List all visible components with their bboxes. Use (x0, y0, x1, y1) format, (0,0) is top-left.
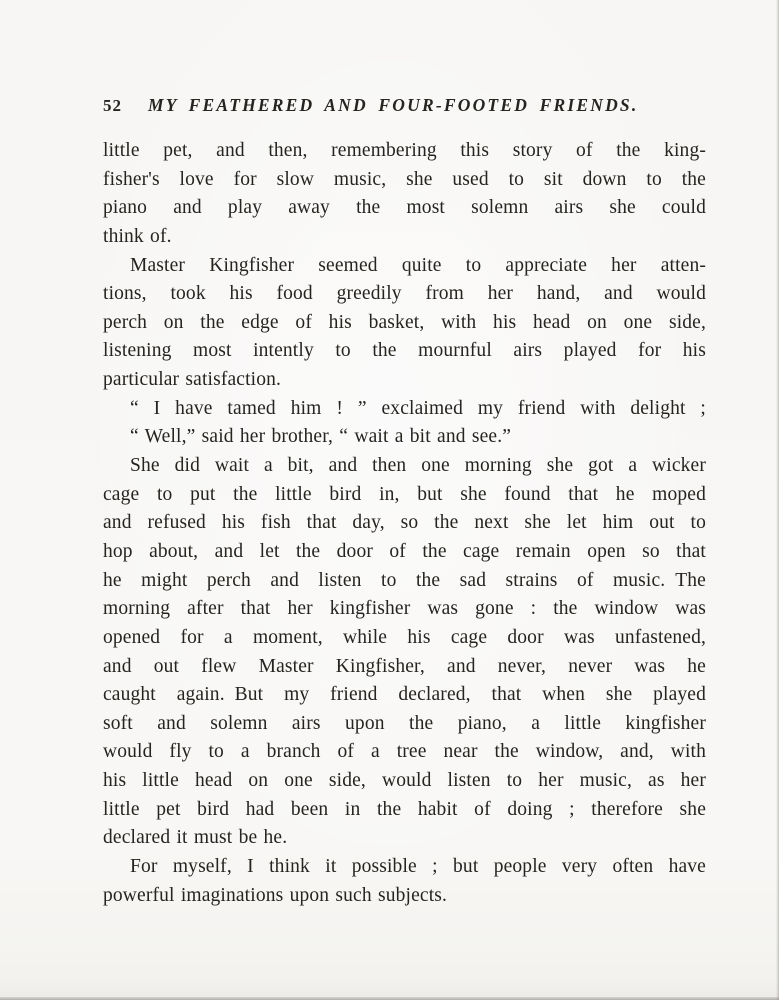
text-line: For myself, I think it possible ; but people very often have (130, 856, 706, 878)
text-line: declared it must be he. (103, 827, 288, 849)
text-line: listening most intently to the mournful airs played for his (103, 340, 706, 362)
text-line: he might perch and listen to the sad strains of music. The (103, 569, 706, 591)
text-line: “ Well,” said her brother, “ wait a bit and see.” (130, 426, 512, 448)
text-line: opened for a moment, while his cage door was unfastened, (103, 626, 706, 648)
text-line: perch on the edge of his basket, with his head on one side, (103, 311, 706, 333)
text-line: and refused his fish that day, so the next she let him out to (103, 512, 706, 534)
text-line: tions, took his food greedily from her hand, and would (103, 283, 706, 305)
text-line: fisher's love for slow music, she used to sit down to the (103, 168, 706, 190)
running-title: MY FEATHERED AND FOUR-FOOTED FRIENDS. (148, 95, 639, 115)
text-line: powerful imaginations upon such subjects. (103, 884, 448, 906)
text-block (103, 137, 706, 910)
text-line: caught again. But my friend declared, that when she played (103, 684, 706, 706)
text-line: soft and solemn airs upon the piano, a little kingfisher (103, 712, 706, 734)
text-line: hop about, and let the door of the cage remain open so that (103, 540, 706, 562)
running-header (103, 95, 706, 116)
text-line: She did wait a bit, and then one morning she got a wicker (130, 455, 706, 477)
text-line: and out flew Master Kingfisher, and never, never was he (103, 655, 706, 677)
text-line: little pet, and then, remembering this story of the king- (103, 140, 706, 161)
text-line: morning after that her kingfisher was gone : the window was (103, 598, 706, 620)
text-line: Master Kingfisher seemed quite to appreciate her atten- (130, 254, 706, 276)
text-line: cage to put the little bird in, but she found that he moped (103, 483, 706, 505)
page-number: 52 (103, 96, 122, 115)
text-line: think of. (103, 225, 172, 247)
text-line: his little head on one side, would listen to her music, as her (103, 770, 706, 792)
text-line: “ I have tamed him ! ” exclaimed my friend with delight ; (130, 397, 706, 419)
text-line: little pet bird had been in the habit of doing ; therefore she (103, 798, 706, 820)
text-line: would fly to a branch of a tree near the window, and, with (103, 741, 706, 763)
text-line: particular satisfaction. (103, 369, 282, 391)
text-line: piano and play away the most solemn airs she could (103, 197, 706, 219)
